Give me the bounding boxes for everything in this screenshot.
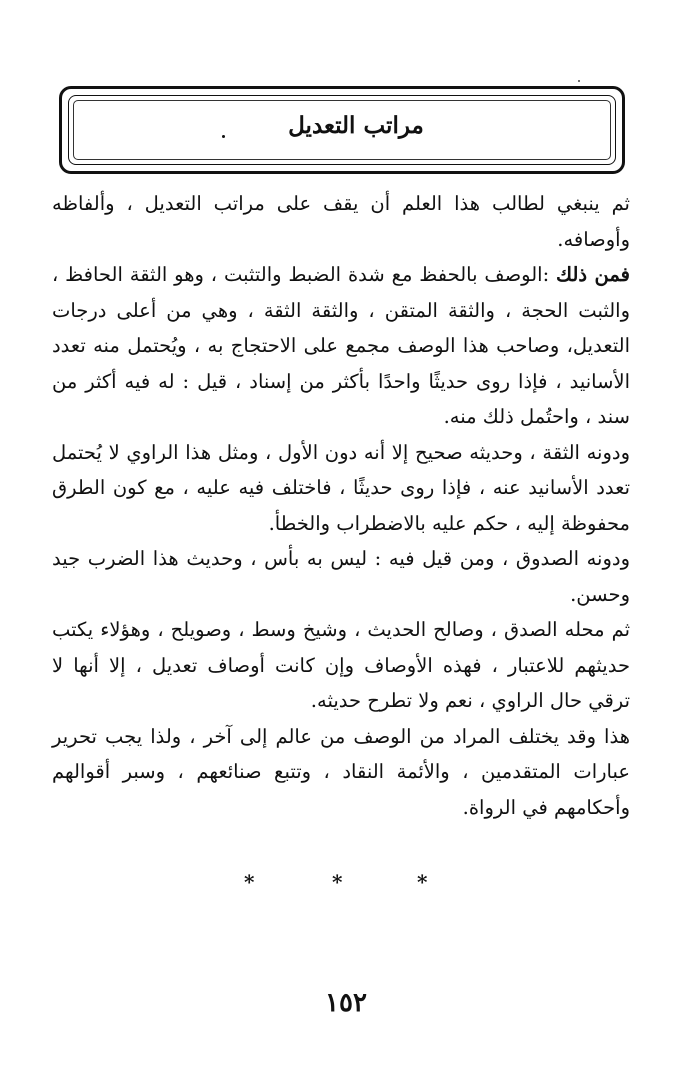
section-title: مراتب التعديل [288,112,424,139]
paragraph [52,541,630,612]
paragraph [52,719,630,826]
paragraph [52,435,630,542]
body-text [52,186,630,825]
paragraph-text: ودونه الثقة ، وحديثه صحيح إلا أنه دون الأول ، ومثل هذا الراوي لا يُحتمل تعدد الأسانيد عنه ، فإذا روى حديثًا ، فاختلف فيه عليه ، مع كون الطرق محفوظة إليه ، حكم عليه بالاضطراب والخطأ. [52,440,630,535]
paragraph-text: ثم محله الصدق ، وصالح الحديث ، وشيخ وسط ، وصويلح ، وهؤلاء يكتب حديثهم للاعتبار ، فهذه الأوصاف وإن كانت أوصاف تعديل ، إلا أنها لا ترقي حال الراوي ، نعم ولا تطرح حديثه. [52,618,630,712]
paragraph-text: ثم ينبغي لطالب هذا العلم أن يقف على مراتب التعديل ، وألفاظه وأوصافه. [52,192,630,251]
paragraph-text: ودونه الصدوق ، ومن قيل فيه : ليس به بأس ، وحديث هذا الضرب جيد وحسن. [52,547,630,606]
paragraph [52,257,630,435]
separator-star: * [417,870,428,894]
paragraph [52,612,630,719]
print-speck [222,135,225,138]
paragraph-text: :الوصف بالحفظ مع شدة الضبط والتثبت ، وهو الثقة الحافظ ، والثبت الحجة ، والثقة المتقن ، والثقة الثقة ، وهي من أعلى درجات التعديل، وصاحب هذا الوصف مجمع على الاحتجاج به ، ويُحتمل منه تعدد الأسانيد ، فإذا روى حديثًا واحدًا بأكثر من إسناد ، قيل : له فيه أكثر من سند ، واحتُمل ذلك منه. [52,263,630,428]
section-separator [0,870,692,900]
paragraph-lead: فمن ذلك [556,263,630,286]
paragraph-text: هذا وقد يختلف المراد من الوصف من عالم إلى آخر ، ولذا يجب تحرير عبارات المتقدمين ، والأئمة النقاد ، وتتبع صنائعهم ، وسبر أقوالهم وأحكامهم في الرواة. [52,724,630,819]
print-speck [578,80,580,82]
paragraph [52,186,630,257]
separator-star: * [332,870,343,894]
separator-star: * [244,870,255,894]
page-number: ١٥٢ [325,988,367,1018]
